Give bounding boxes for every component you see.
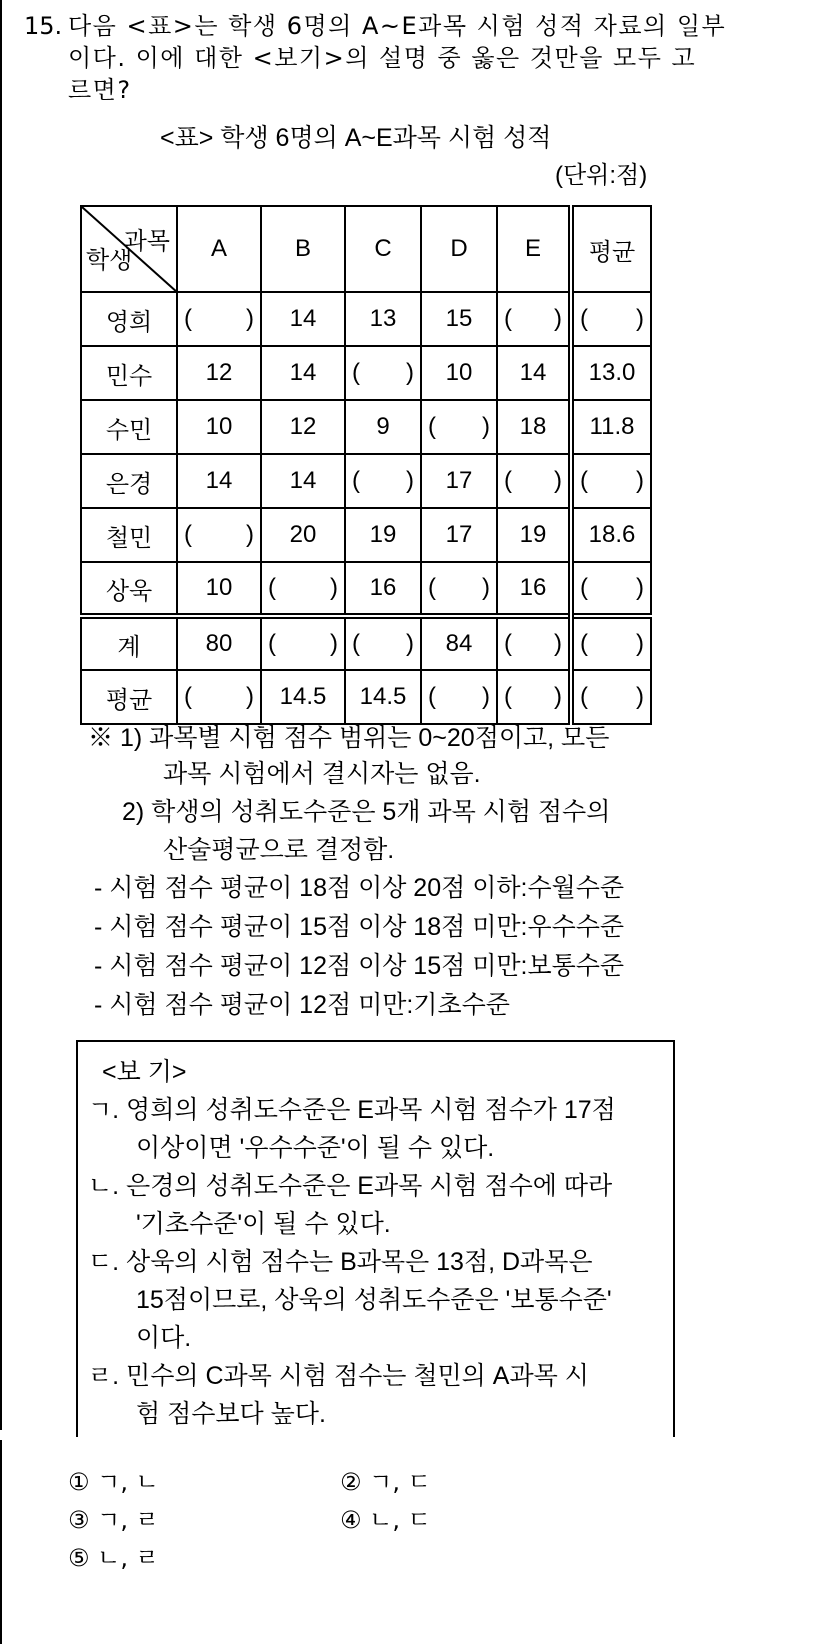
cell-b: 14 <box>261 292 345 346</box>
cell-average <box>571 454 651 508</box>
cell-a: 80 <box>177 616 261 670</box>
table-row-total <box>81 616 651 670</box>
cell-average: 13.0 <box>571 346 651 400</box>
header-subject-label: 과목 <box>123 228 170 255</box>
cell-d: 15 <box>421 292 497 346</box>
col-header-average: 평균 <box>571 206 651 292</box>
left-margin-line <box>0 0 2 1430</box>
row-label: 민수 <box>81 346 177 400</box>
bogi-title: <보 기> <box>102 1058 187 1086</box>
cell-b <box>261 562 345 616</box>
cell-d: 17 <box>421 508 497 562</box>
note-2-line-2: 산술평균으로 결정함. <box>163 836 395 864</box>
row-label: 상욱 <box>81 562 177 616</box>
table-row <box>81 562 651 616</box>
blank-cell: ( ) <box>184 305 254 332</box>
cell-b <box>261 616 345 670</box>
question-line-1: 다음 <표>는 학생 6명의 A~E과목 시험 성적 자료의 일부 <box>68 12 727 40</box>
cell-d: 17 <box>421 454 497 508</box>
bogi-item-g-line-1: ㄱ. 영희의 성취도수준은 E과목 시험 점수가 17점 <box>88 1096 616 1124</box>
row-label: 계 <box>81 616 177 670</box>
blank-cell: ( ) <box>580 467 644 494</box>
blank-cell: ( ) <box>428 574 490 601</box>
cell-e <box>497 292 571 346</box>
blank-cell: ( ) <box>268 574 338 601</box>
cell-e <box>497 670 571 724</box>
table-unit: (단위:점) <box>555 162 648 189</box>
option-3[interactable]: ③ ㄱ, ㄹ <box>68 1506 159 1534</box>
cell-average: 11.8 <box>571 400 651 454</box>
option-1[interactable]: ① ㄱ, ㄴ <box>68 1468 159 1496</box>
cell-e: 14 <box>497 346 571 400</box>
cell-a: 10 <box>177 400 261 454</box>
col-header-e: E <box>497 206 571 292</box>
bogi-item-r-line-2: 험 점수보다 높다. <box>136 1400 326 1428</box>
blank-cell: ( ) <box>580 574 644 601</box>
cell-d <box>421 562 497 616</box>
row-label: 은경 <box>81 454 177 508</box>
cell-c: 13 <box>345 292 421 346</box>
blank-cell: ( ) <box>352 630 414 657</box>
cell-c: 16 <box>345 562 421 616</box>
cell-average <box>571 616 651 670</box>
question-number: 15. <box>24 12 63 40</box>
table-row <box>81 292 651 346</box>
score-table <box>80 205 652 725</box>
cell-d <box>421 400 497 454</box>
cell-e: 19 <box>497 508 571 562</box>
cell-a: 14 <box>177 454 261 508</box>
blank-cell: ( ) <box>580 630 644 657</box>
question-line-2: 이다. 이에 대한 <보기>의 설명 중 옳은 것만을 모두 고 <box>68 44 697 72</box>
cell-e <box>497 616 571 670</box>
row-label: 영희 <box>81 292 177 346</box>
blank-cell: ( ) <box>580 305 644 332</box>
left-margin-line-lower <box>0 1440 2 1644</box>
cell-average <box>571 292 651 346</box>
table-body <box>81 292 651 724</box>
blank-cell: ( ) <box>268 630 338 657</box>
col-header-d: D <box>421 206 497 292</box>
note-2-line-1: 2) 학생의 성취도수준은 5개 과목 시험 점수의 <box>122 798 611 826</box>
bogi-item-n-line-2: '기초수준'이 될 수 있다. <box>136 1210 391 1238</box>
blank-cell: ( ) <box>580 683 644 710</box>
bogi-item-d-line-1: ㄷ. 상욱의 시험 점수는 B과목은 13점, D과목은 <box>88 1248 593 1276</box>
cell-b: 14 <box>261 346 345 400</box>
table-row <box>81 454 651 508</box>
bogi-box <box>76 1040 675 1437</box>
blank-cell: ( ) <box>184 521 254 548</box>
cell-c: 14.5 <box>345 670 421 724</box>
blank-cell: ( ) <box>428 683 490 710</box>
cell-b: 14 <box>261 454 345 508</box>
cell-e: 18 <box>497 400 571 454</box>
cell-average <box>571 562 651 616</box>
cell-c <box>345 346 421 400</box>
cell-b: 12 <box>261 400 345 454</box>
blank-cell: ( ) <box>352 467 414 494</box>
option-5[interactable]: ⑤ ㄴ, ㄹ <box>68 1544 159 1572</box>
blank-cell: ( ) <box>504 683 562 710</box>
bogi-item-n-line-1: ㄴ. 은경의 성취도수준은 E과목 시험 점수에 따라 <box>88 1172 613 1200</box>
blank-cell: ( ) <box>184 683 254 710</box>
level-line-1: - 시험 점수 평균이 18점 이상 20점 이하:수월수준 <box>94 874 625 902</box>
cell-a <box>177 292 261 346</box>
cell-a: 10 <box>177 562 261 616</box>
col-header-a: A <box>177 206 261 292</box>
option-4[interactable]: ④ ㄴ, ㄷ <box>340 1506 431 1534</box>
bogi-item-d-line-3: 이다. <box>136 1324 192 1352</box>
blank-cell: ( ) <box>504 305 562 332</box>
cell-a <box>177 670 261 724</box>
bogi-item-d-line-2: 15점이므로, 상욱의 성취도수준은 '보통수준' <box>136 1286 612 1314</box>
blank-cell: ( ) <box>352 359 414 386</box>
option-2[interactable]: ② ㄱ, ㄷ <box>340 1468 431 1496</box>
col-header-c: C <box>345 206 421 292</box>
header-student-label: 학생 <box>86 247 133 274</box>
cell-a <box>177 508 261 562</box>
cell-c: 19 <box>345 508 421 562</box>
table-row-average <box>81 670 651 724</box>
blank-cell: ( ) <box>504 630 562 657</box>
row-label: 수민 <box>81 400 177 454</box>
level-line-3: - 시험 점수 평균이 12점 이상 15점 미만:보통수준 <box>94 952 625 980</box>
table-title: <표> 학생 6명의 A~E과목 시험 성적 <box>160 124 552 152</box>
row-label: 철민 <box>81 508 177 562</box>
question-line-3: 르면? <box>68 76 132 104</box>
col-header-b: B <box>261 206 345 292</box>
level-line-2: - 시험 점수 평균이 15점 이상 18점 미만:우수수준 <box>94 913 625 941</box>
cell-d: 10 <box>421 346 497 400</box>
cell-c: 9 <box>345 400 421 454</box>
table-row <box>81 400 651 454</box>
table-row <box>81 508 651 562</box>
blank-cell: ( ) <box>504 467 562 494</box>
cell-average <box>571 670 651 724</box>
note-1-line-1: ※ 1) 과목별 시험 점수 범위는 0~20점이고, 모든 <box>88 724 610 752</box>
cell-a: 12 <box>177 346 261 400</box>
cell-c <box>345 616 421 670</box>
cell-b: 20 <box>261 508 345 562</box>
bogi-item-r-line-1: ㄹ. 민수의 C과목 시험 점수는 철민의 A과목 시 <box>88 1362 589 1390</box>
cell-e <box>497 454 571 508</box>
table-header-row <box>81 206 651 292</box>
row-label: 평균 <box>81 670 177 724</box>
header-diagonal-cell <box>81 206 177 292</box>
cell-average: 18.6 <box>571 508 651 562</box>
note-1-line-2: 과목 시험에서 결시자는 없음. <box>163 760 481 788</box>
cell-e: 16 <box>497 562 571 616</box>
level-line-4: - 시험 점수 평균이 12점 미만:기초수준 <box>94 991 510 1019</box>
blank-cell: ( ) <box>428 413 490 440</box>
table-row <box>81 346 651 400</box>
bogi-item-g-line-2: 이상이면 '우수수준'이 될 수 있다. <box>136 1134 495 1162</box>
cell-c <box>345 454 421 508</box>
cell-d <box>421 670 497 724</box>
cell-d: 84 <box>421 616 497 670</box>
cell-b: 14.5 <box>261 670 345 724</box>
